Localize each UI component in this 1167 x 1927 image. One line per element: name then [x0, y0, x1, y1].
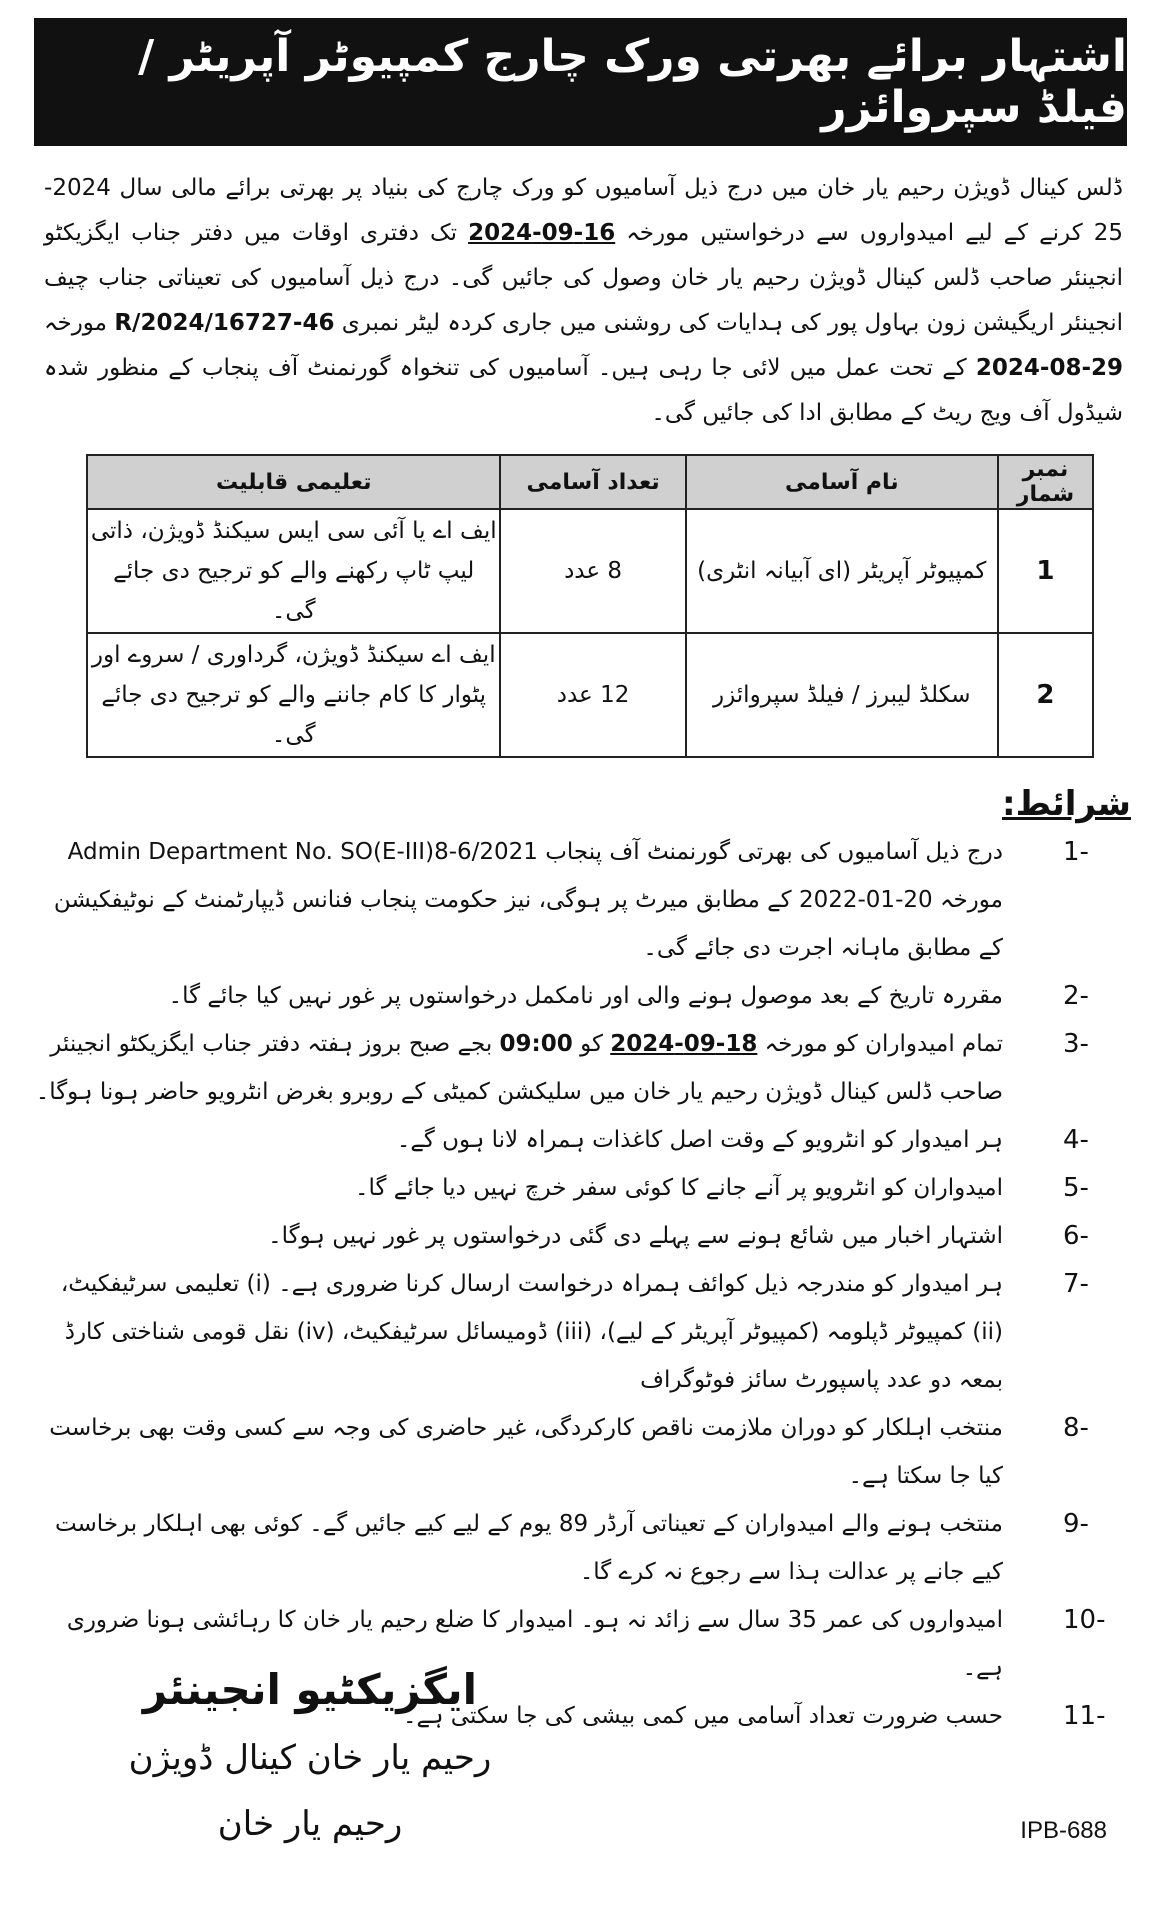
condition-number: 8-	[1063, 1413, 1089, 1443]
condition-number-value: 2	[1063, 981, 1080, 1011]
condition-number-value: 11	[1063, 1701, 1097, 1731]
condition-number: 5-	[1063, 1173, 1089, 1203]
condition-text: ہر امیدوار کو انٹرویو کے وقت اصل کاغذات ہمراہ لانا ہوں گے۔	[396, 1127, 1003, 1153]
condition-item	[34, 972, 1125, 1020]
intro-text-1: ڈلس کینال ڈویژن رحیم یار خان میں درج ذیل آسامیوں کو ورک چارج کی بنیاد پر بھرتی برائے مالی سال 2024-25 کرنے کے لیے امیدواروں سے درخواستیں مورخہ	[44, 175, 1124, 246]
header-post: نام آسامی	[686, 455, 998, 509]
condition-3-part-c: بجے صبح بروز ہفتہ دفتر جناب ایگزیکٹو انجینئر صاحب ڈلس کینال ڈویژن رحیم یار خان میں سلیکشن کمیٹی کے روبرو بغرض انٹرویو حاضر ہونا ہوگا۔	[35, 1031, 1003, 1105]
condition-item	[34, 1020, 1125, 1116]
letter-date: 29-08-2024	[975, 355, 1124, 381]
row-post: سکلڈ لیبرز / فیلڈ سپروائزر	[686, 633, 998, 757]
condition-number: 9-	[1063, 1509, 1089, 1539]
header-count: تعداد آسامی	[500, 455, 685, 509]
signature-block	[100, 1655, 520, 1857]
table-header-row	[87, 455, 1093, 509]
condition-item	[34, 1164, 1125, 1212]
condition-1-order-ref: Admin Department No. SO(E-III)8-6/2021	[67, 839, 538, 865]
row-qualification: ایف اے سیکنڈ ڈویژن، گرداوری / سروے اور پٹوار کا کام جاننے والے کو ترجیح دی جائے گی۔	[87, 633, 500, 757]
condition-number: 6-	[1063, 1221, 1089, 1251]
condition-number-value: 7	[1063, 1269, 1080, 1299]
intro-text-3: مورخہ	[44, 310, 108, 336]
row-count: 12 عدد	[500, 633, 685, 757]
condition-number: 11-	[1063, 1701, 1106, 1731]
condition-item	[34, 1260, 1125, 1404]
condition-number: 3-	[1063, 1029, 1089, 1059]
condition-number: 10-	[1063, 1605, 1106, 1635]
condition-number-value: 10	[1063, 1605, 1097, 1635]
condition-text: منتخب اہلکار کو دوران ملازمت ناقص کارکردگی، غیر حاضری کی وجہ سے کسی وقت بھی برخاست کیا جا سکتا ہے۔	[49, 1415, 1003, 1489]
row-post: کمپیوٹر آپریٹر (ای آبیانہ انٹری)	[686, 509, 998, 633]
ipb-reference-code: IPB-688	[1020, 1817, 1107, 1844]
condition-number-value: 9	[1063, 1509, 1080, 1539]
page-title: اشتہار برائے بھرتی ورک چارج کمپیوٹر آپریٹر / فیلڈ سپروائزر	[34, 18, 1127, 146]
condition-number: 2-	[1063, 981, 1089, 1011]
header-qualification: تعلیمی قابلیت	[87, 455, 500, 509]
interview-time: 09:00	[499, 1031, 573, 1057]
intro-paragraph	[44, 166, 1123, 436]
condition-number-value: 6	[1063, 1221, 1080, 1251]
condition-number-value: 4	[1063, 1125, 1080, 1155]
row-serial: 2	[998, 633, 1093, 757]
header-serial: نمبر شمار	[998, 455, 1093, 509]
condition-number-value: 3	[1063, 1029, 1080, 1059]
condition-text: ہر امیدوار کو مندرجہ ذیل کوائف ہمراہ درخواست ارسال کرنا ضروری ہے۔ (i) تعلیمی سرٹیفکیٹ، (ii) کمپیوٹر ڈپلومہ (کمپیوٹر آپریٹر کے لیے)، (iii) ڈومیسائل سرٹیفکیٹ، (iv) نقل قومی شناختی کارڈ بمعہ دو عدد پاسپورٹ سائز فوٹوگراف	[60, 1271, 1003, 1393]
condition-text	[34, 1020, 1003, 1116]
condition-number: 4-	[1063, 1125, 1089, 1155]
intro-text-2: تک دفتری اوقات میں دفتر جناب ایگزیکٹو انجینئر صاحب ڈلس کینال ڈویژن رحیم یار خان وصول کی جائیں گی۔ درج ذیل آسامیوں کی تعیناتی جناب چیف انجینئر اریگیشن زون بہاول پور کی ہدایات کی روشنی میں جاری کردہ لیٹر نمبری	[44, 220, 1124, 336]
condition-3-part-a: تمام امیدواران کو مورخہ	[764, 1031, 1003, 1057]
condition-text: مقررہ تاریخ کے بعد موصول ہونے والی اور نامکمل درخواستوں پر غور نہیں کیا جائے گا۔	[168, 983, 1003, 1009]
signatory-division: رحیم یار خان کینال ڈویژن	[128, 1738, 492, 1778]
condition-number-value: 8	[1063, 1413, 1080, 1443]
letter-reference: 46-16727/R/2024	[114, 310, 335, 336]
row-count: 8 عدد	[500, 509, 685, 633]
condition-1-part-c: مورخہ 20-01-2022 کے مطابق میرٹ پر ہوگی، نیز حکومت پنجاب فنانس ڈیپارٹمنٹ کے نوٹیفکیشن کے مطابق ماہانہ اجرت دی جائے گی۔	[53, 887, 1003, 961]
condition-text: حسب ضرورت تعداد آسامی میں کمی بیشی کی جا سکتی ہے۔	[403, 1703, 1003, 1729]
condition-number: 1-	[1063, 837, 1089, 867]
condition-3-part-b: کو	[580, 1031, 603, 1057]
conditions-heading: شرائط:	[1001, 784, 1131, 824]
condition-1-part-a: درج ذیل آسامیوں کی بھرتی گورنمنٹ آف پنجاب	[545, 839, 1003, 865]
intro-text-4: کے تحت عمل میں لائی جا رہی ہیں۔ آسامیوں کی تنخواہ گورنمنٹ آف پنجاب کے منظور شدہ شیڈول آف ویج ریٹ کے مطابق ادا کی جائیں گی۔	[44, 355, 1123, 426]
signatory-title: ایگزیکٹیو انجینئر	[142, 1665, 478, 1714]
condition-item	[34, 1500, 1125, 1596]
table-row	[87, 633, 1093, 757]
condition-text: اشتہار اخبار میں شائع ہونے سے پہلے دی گئی درخواستوں پر غور نہیں ہوگا۔	[268, 1223, 1003, 1249]
condition-text: امیدواران کو انٹرویو پر آنے جانے کا کوئی سفر خرچ نہیں دیا جائے گا۔	[355, 1175, 1003, 1201]
condition-item	[34, 1212, 1125, 1260]
condition-item	[34, 1404, 1125, 1500]
signatory-city: رحیم یار خان	[217, 1804, 403, 1844]
condition-number: 7-	[1063, 1269, 1089, 1299]
condition-number-value: 5	[1063, 1173, 1080, 1203]
row-qualification: ایف اے یا آئی سی ایس سیکنڈ ڈویژن، ذاتی لیپ ٹاپ رکھنے والے کو ترجیح دی جائے گی۔	[87, 509, 500, 633]
condition-item	[34, 1116, 1125, 1164]
interview-date: 18-09-2024	[610, 1031, 758, 1057]
application-deadline: 16-09-2024	[468, 220, 616, 246]
condition-text: امیدواروں کی عمر 35 سال سے زائد نہ ہو۔ امیدوار کا ضلع رحیم یار خان کا رہائشی ہونا ضروری ہے۔	[66, 1607, 1003, 1681]
table-row	[87, 509, 1093, 633]
condition-item	[34, 828, 1125, 972]
condition-text	[34, 828, 1003, 972]
condition-number-value: 1	[1063, 837, 1080, 867]
condition-text: منتخب ہونے والے امیدواران کے تعیناتی آرڈر 89 یوم کے لیے کیے جائیں گے۔ کوئی بھی اہلکار برخاست کیے جانے پر عدالت ہذا سے رجوع نہ کرے گا۔	[54, 1511, 1003, 1585]
row-serial: 1	[998, 509, 1093, 633]
posts-table	[86, 454, 1094, 758]
